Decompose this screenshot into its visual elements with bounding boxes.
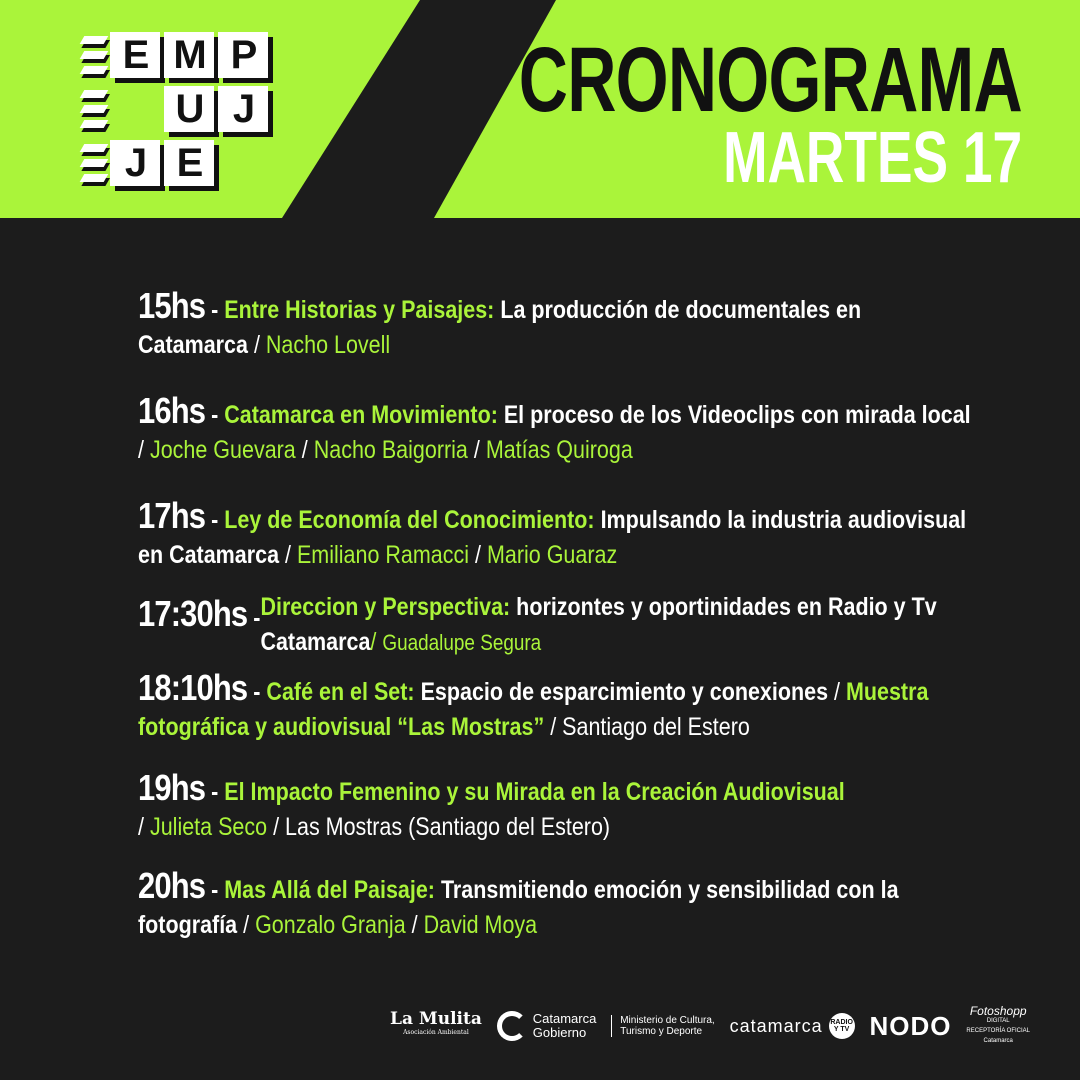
- sponsor-label: NODO: [869, 1011, 952, 1041]
- empuje-logo: [82, 32, 256, 190]
- sponsor-catamarca-gobierno: [497, 1011, 597, 1041]
- entry-topic: Ley de Economía del Conocimiento:: [224, 506, 595, 534]
- entry-topic: Mas Allá del Paisaje:: [224, 876, 435, 904]
- schedule-entry: 19hs - El Impacto Femenino y su Mirada en la Creación Audiovisual / Julieta Seco / Las Mostras (Santiago del Estero): [138, 767, 845, 841]
- page-subtitle: MARTES 17: [722, 118, 1022, 198]
- entry-description: Impulsando la industria audiovisual: [600, 506, 967, 534]
- sponsor-sublabel: Catamarca: [983, 1038, 1013, 1044]
- entry-speaker: Mario Guaraz: [486, 541, 618, 569]
- schedule-entry: 20hs - Mas Allá del Paisaje: Transmitiendo emoción y sensibilidad con la fotografía / Gonzalo Granja / David Moya: [138, 865, 899, 939]
- entry-description: Espacio de esparcimiento y conexiones: [420, 678, 829, 706]
- schedule-entry: 17:30hs - Direccion y Perspectiva: horizontes y oportinidades en Radio y Tv Catamarca/ Guadalupe Segura: [138, 593, 937, 656]
- entry-time: 15hs: [138, 285, 206, 326]
- sponsor-label: Catamarca: [532, 1011, 597, 1026]
- sponsor-nodo: [869, 1011, 952, 1041]
- entry-time: 20hs: [138, 865, 206, 906]
- entry-topic: El Impacto Femenino y su Mirada en la Creación Audiovisual: [224, 778, 845, 806]
- sponsor-sublabel: DIGITAL: [986, 1018, 1010, 1024]
- logo-letter: P: [218, 32, 268, 78]
- sponsor-la-mulita: [390, 1009, 482, 1040]
- entry-topic: Direccion y Perspectiva:: [260, 593, 511, 621]
- entry-topic: fotográfica y audiovisual “Las Mostras”: [138, 713, 545, 741]
- entry-time: 18:10hs: [138, 667, 248, 708]
- entry-description: Catamarca: [260, 628, 371, 656]
- entry-topic: Entre Historias y Paisajes:: [224, 296, 495, 324]
- entry-time: 19hs: [138, 767, 206, 808]
- entry-description: El proceso de los Videoclips con mirada local: [503, 401, 971, 429]
- entry-topic: Catamarca en Movimiento:: [224, 401, 498, 429]
- gobierno-logo-icon: [497, 1011, 527, 1041]
- entry-time: 17hs: [138, 495, 206, 536]
- entry-description: horizontes y oportinidades en Radio y Tv: [516, 593, 937, 621]
- logo-slash-mark: [82, 86, 106, 132]
- schedule-entry: 18:10hs - Café en el Set: Espacio de esparcimiento y conexiones / Muestra fotográfica y audiovisual “Las Mostras” / Santiago del Estero: [138, 667, 929, 741]
- sponsor-ministerio: [611, 1015, 714, 1037]
- sponsors-footer: [390, 998, 1030, 1054]
- logo-slash-mark: [82, 140, 106, 186]
- logo-letter: E: [164, 140, 214, 186]
- entry-time: 17:30hs: [138, 593, 248, 634]
- logo-letter: M: [164, 32, 214, 78]
- sponsor-label: Turismo y Deporte: [620, 1026, 703, 1037]
- entry-speaker: Emiliano Ramacci: [296, 541, 470, 569]
- logo-letter: E: [110, 32, 160, 78]
- entry-description: La producción de documentales en: [500, 296, 862, 324]
- entry-speaker: Matías Quiroga: [485, 436, 633, 464]
- entry-description: en Catamarca: [138, 541, 280, 569]
- entry-location: Santiago del Estero: [562, 713, 750, 741]
- sponsor-label: La Mulita: [390, 1009, 482, 1029]
- entry-description: Catamarca: [138, 331, 248, 359]
- logo-slash-mark: [82, 32, 106, 78]
- entry-description: Transmitiendo emoción y sensibilidad con la: [440, 876, 899, 904]
- sponsor-catamarca-radio: [730, 1013, 855, 1039]
- logo-letter: J: [218, 86, 268, 132]
- entry-speaker: Guadalupe Segura: [382, 630, 542, 655]
- schedule-entry: 17hs - Ley de Economía del Conocimiento: Impulsando la industria audiovisual en Catamarca / Emiliano Ramacci / Mario Guaraz: [138, 495, 967, 569]
- radio-tv-icon: RADIO Y TV: [829, 1013, 855, 1039]
- sponsor-label: Fotoshopp: [969, 1004, 1027, 1018]
- entry-speaker: Gonzalo Granja: [255, 911, 406, 939]
- sponsor-sublabel: Asociación Ambiental: [403, 1029, 469, 1036]
- sponsor-fotoshopp: [966, 1006, 1030, 1046]
- entry-topic: Muestra: [845, 678, 929, 706]
- entry-speaker: David Moya: [423, 911, 538, 939]
- entry-speaker: Julieta Seco: [149, 813, 268, 841]
- logo-letter: U: [164, 86, 214, 132]
- schedule-entry: 16hs - Catamarca en Movimiento: El proceso de los Videoclips con mirada local / Joche Guevara / Nacho Baigorria / Matías Quiroga: [138, 390, 971, 464]
- entry-speaker: Nacho Baigorria: [313, 436, 468, 464]
- sponsor-sublabel: RECEPTORÍA OFICIAL: [966, 1028, 1030, 1034]
- logo-letter: J: [110, 140, 160, 186]
- entry-speaker: Nacho Lovell: [265, 331, 391, 359]
- entry-time: 16hs: [138, 390, 206, 431]
- entry-description: fotografía: [138, 911, 238, 939]
- page-title: CRONOGRAMA: [518, 29, 1022, 131]
- entry-speaker: Las Mostras (Santiago del Estero): [285, 813, 611, 841]
- sponsor-label: catamarca: [729, 1016, 823, 1036]
- schedule-entry: 15hs - Entre Historias y Paisajes: La producción de documentales en Catamarca / Nacho Lovell: [138, 285, 862, 359]
- entry-speaker: Joche Guevara: [149, 436, 296, 464]
- sponsor-label: Ministerio de Cultura,: [620, 1015, 715, 1026]
- sponsor-label: Gobierno: [532, 1025, 587, 1040]
- entry-topic: Café en el Set:: [266, 678, 415, 706]
